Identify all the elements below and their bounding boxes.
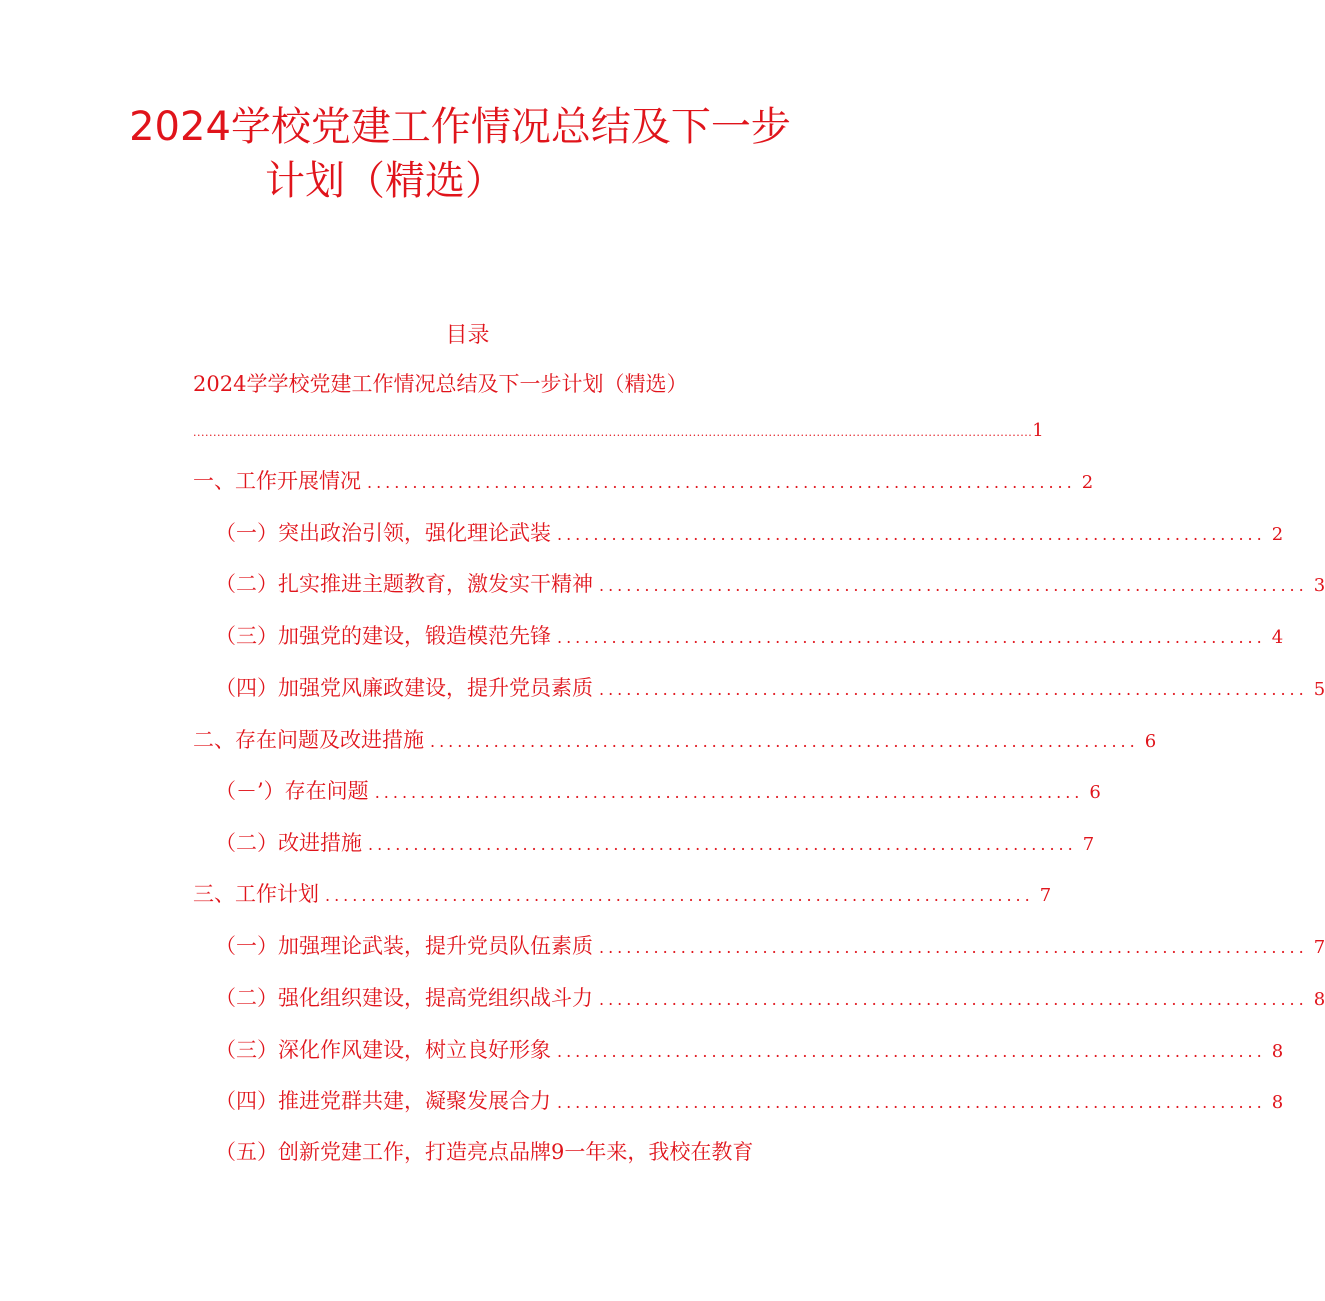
title-line-2: 计划（精选）	[265, 158, 505, 204]
toc-page-number: 4	[1271, 627, 1284, 648]
toc-item-label: 三、工作计划	[193, 882, 319, 906]
toc-item-label: （二）扎实推进主题教育，激发实干精神	[215, 572, 593, 596]
toc-item[interactable]	[215, 932, 1325, 962]
toc-item-label: （一）加强理论武装，提升党员队伍素质	[215, 934, 593, 958]
toc-page-number: 8	[1271, 1092, 1284, 1113]
toc-page-number: 2	[1271, 524, 1284, 545]
dot-leader: ..............................................................................	[557, 628, 1266, 647]
dot-leader: ..............................................................................	[557, 525, 1266, 544]
toc-item[interactable]	[215, 1087, 1284, 1117]
toc-page-number: 7	[1039, 885, 1052, 906]
title-year: 2024	[129, 104, 231, 150]
dot-leader: ..............................................................................	[599, 938, 1308, 957]
toc-item[interactable]	[215, 674, 1325, 704]
toc-item-label: （三）深化作风建设，树立良好形象	[215, 1038, 551, 1062]
toc-item[interactable]	[215, 519, 1284, 549]
title-line-1	[0, 100, 920, 154]
document-title	[0, 100, 920, 208]
toc-page-number: 2	[1081, 472, 1094, 493]
toc-item[interactable]	[215, 984, 1325, 1014]
toc-page-number: 8	[1313, 989, 1325, 1010]
toc-item-label: （二）强化组织建设，提高党组织战斗力	[215, 986, 593, 1010]
body-text-line: （五）创新党建工作，打造亮点品牌9一年来，我校在教育	[215, 1140, 754, 1164]
toc-item[interactable]	[193, 880, 1052, 910]
dot-leader: ..................................................................................................................................................................................................................	[193, 426, 1033, 439]
toc-page-number: 3	[1313, 575, 1325, 596]
toc-item-label: 一、工作开展情况	[193, 469, 361, 493]
dot-leader: ..............................................................................	[374, 783, 1084, 802]
toc-item[interactable]	[215, 777, 1101, 807]
toc-item-label: （二）改进措施	[215, 831, 362, 855]
toc-item[interactable]	[215, 829, 1095, 859]
dot-leader: ..............................................................................	[430, 732, 1139, 751]
dot-leader: ..............................................................................	[557, 1042, 1266, 1061]
toc-page-number: 1	[1032, 420, 1044, 441]
toc-entry-document-title-leader[interactable]	[193, 420, 1044, 441]
dot-leader: ..............................................................................	[599, 680, 1308, 699]
toc-page-number: 7	[1082, 834, 1095, 855]
toc-item-label: （四）加强党风廉政建设，提升党员素质	[215, 676, 593, 700]
toc-item-label: 二、存在问题及改进措施	[193, 728, 424, 752]
toc-page-number: 5	[1313, 679, 1325, 700]
toc-item[interactable]	[215, 622, 1284, 652]
toc-item-label: （三）加强党的建设，锻造模范先锋	[215, 624, 551, 648]
toc-heading: 目录	[445, 323, 490, 348]
toc-item-label: （一）突出政治引领，强化理论武装	[215, 521, 551, 545]
toc-item[interactable]	[215, 570, 1325, 600]
dot-leader: ..............................................................................	[368, 835, 1077, 854]
dot-leader: ..............................................................................	[599, 576, 1308, 595]
dot-leader: ..............................................................................	[557, 1093, 1266, 1112]
toc-page-number: 7	[1313, 937, 1325, 958]
toc-entry-document-title[interactable]: 2024学学校党建工作情况总结及下一步计划（精选）	[193, 372, 688, 396]
toc-item-label: （四）推进党群共建，凝聚发展合力	[215, 1089, 551, 1113]
toc-item-label: （－’）存在问题	[215, 779, 369, 803]
dot-leader: ..............................................................................	[367, 473, 1076, 492]
toc-item[interactable]	[193, 467, 1094, 497]
dot-leader: ..............................................................................	[325, 886, 1034, 905]
toc-item[interactable]	[215, 1036, 1284, 1066]
toc-page-number: 6	[1144, 731, 1157, 752]
toc-page-number: 8	[1271, 1041, 1284, 1062]
dot-leader: ..............................................................................	[599, 990, 1308, 1009]
toc-page-number: 6	[1089, 782, 1101, 803]
toc-item[interactable]	[193, 726, 1157, 756]
title-main-text: 学校党建工作情况总结及下一步	[230, 104, 791, 150]
